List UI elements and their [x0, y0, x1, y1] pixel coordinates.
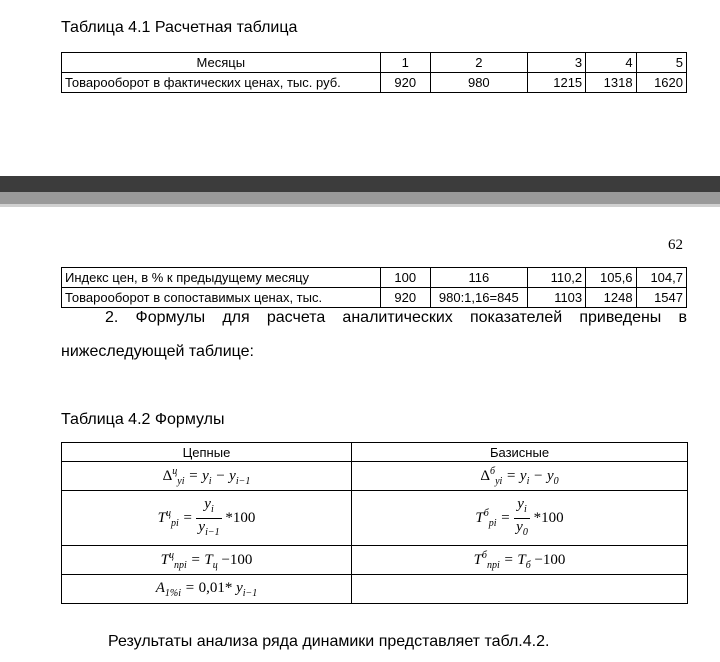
table-cell: 980	[430, 73, 527, 93]
table-cell: 1318	[586, 73, 636, 93]
table2-header-row	[62, 443, 688, 462]
header-cell: 1	[380, 53, 430, 73]
footer-text: Результаты анализа ряда динамики представляет табл.4.2.	[108, 633, 550, 650]
formula-increase-rate-base: $T^б_{npi} = T_б -100$	[352, 546, 688, 575]
table-cell: 1103	[527, 288, 585, 308]
paragraph-text: 2. Формулы для расчета аналитических показателей приведены в	[105, 309, 687, 326]
page-break-band	[0, 176, 720, 192]
table-cell: 920	[380, 288, 430, 308]
table1-top	[61, 52, 687, 93]
table-cell: 100	[380, 268, 430, 288]
table-row	[62, 268, 687, 288]
formula-one-percent-chain: $A_{1\%i} = 0,01*$ $y_{i-1}$	[62, 575, 352, 604]
row-label: Товарооборот в сопоставимых ценах, тыс.	[62, 288, 381, 308]
formula-row	[62, 462, 688, 491]
header-cell: Месяцы	[62, 53, 381, 73]
row-label: Индекс цен, в % к предыдущему месяцу	[62, 268, 381, 288]
formula-increase-rate-chain: $T^ц_{npi} = T_ц -100$	[62, 546, 352, 575]
page-break-band	[0, 204, 720, 207]
paragraph-line2: нижеследующей таблице:	[61, 343, 254, 360]
table-cell: 104,7	[636, 268, 686, 288]
header-cell: 3	[527, 53, 585, 73]
table-cell: 1547	[636, 288, 686, 308]
empty-cell	[352, 575, 688, 604]
table1-header-row	[62, 53, 687, 73]
formula-row	[62, 491, 688, 546]
table-row	[62, 288, 687, 308]
formula-growth-rate-chain: $T^ц_{pi}$ = $\frac{y_i}{y_{i-1}}$ *100	[62, 491, 352, 546]
table2-caption: Таблица 4.2 Формулы	[61, 411, 225, 428]
formula-growth-rate-base: $T^б_{pi}$ = $\frac{y_i}{y_0}$ *100	[352, 491, 688, 546]
page-break-band	[0, 192, 720, 204]
table-cell: 920	[380, 73, 430, 93]
table-cell: 1215	[527, 73, 585, 93]
formula-row	[62, 575, 688, 604]
table1-caption: Таблица 4.1 Расчетная таблица	[61, 19, 298, 36]
table-cell: 110,2	[527, 268, 585, 288]
table1-continued	[61, 267, 687, 308]
formula-abs-change-chain: $\Delta^ц_{yi} = y_i - y_{i-1}$	[62, 462, 352, 491]
table-cell: 1248	[586, 288, 636, 308]
header-cell-chain: Цепные	[62, 443, 352, 462]
table2-formulas	[61, 442, 688, 604]
formula-row	[62, 546, 688, 575]
table-cell: 116	[430, 268, 527, 288]
formula-abs-change-base: $\Delta^б_{yi} = y_i - y_0$	[352, 462, 688, 491]
header-cell: 4	[586, 53, 636, 73]
row-label: Товарооборот в фактических ценах, тыс. руб.	[62, 73, 381, 93]
body-paragraph	[61, 308, 687, 362]
table-row	[62, 73, 687, 93]
header-cell-base: Базисные	[352, 443, 688, 462]
header-cell: 2	[430, 53, 527, 73]
header-cell: 5	[636, 53, 686, 73]
page-number: 62	[668, 237, 683, 253]
table-cell: 105,6	[586, 268, 636, 288]
table-cell: 980:1,16=845	[430, 288, 527, 308]
table-cell: 1620	[636, 73, 686, 93]
